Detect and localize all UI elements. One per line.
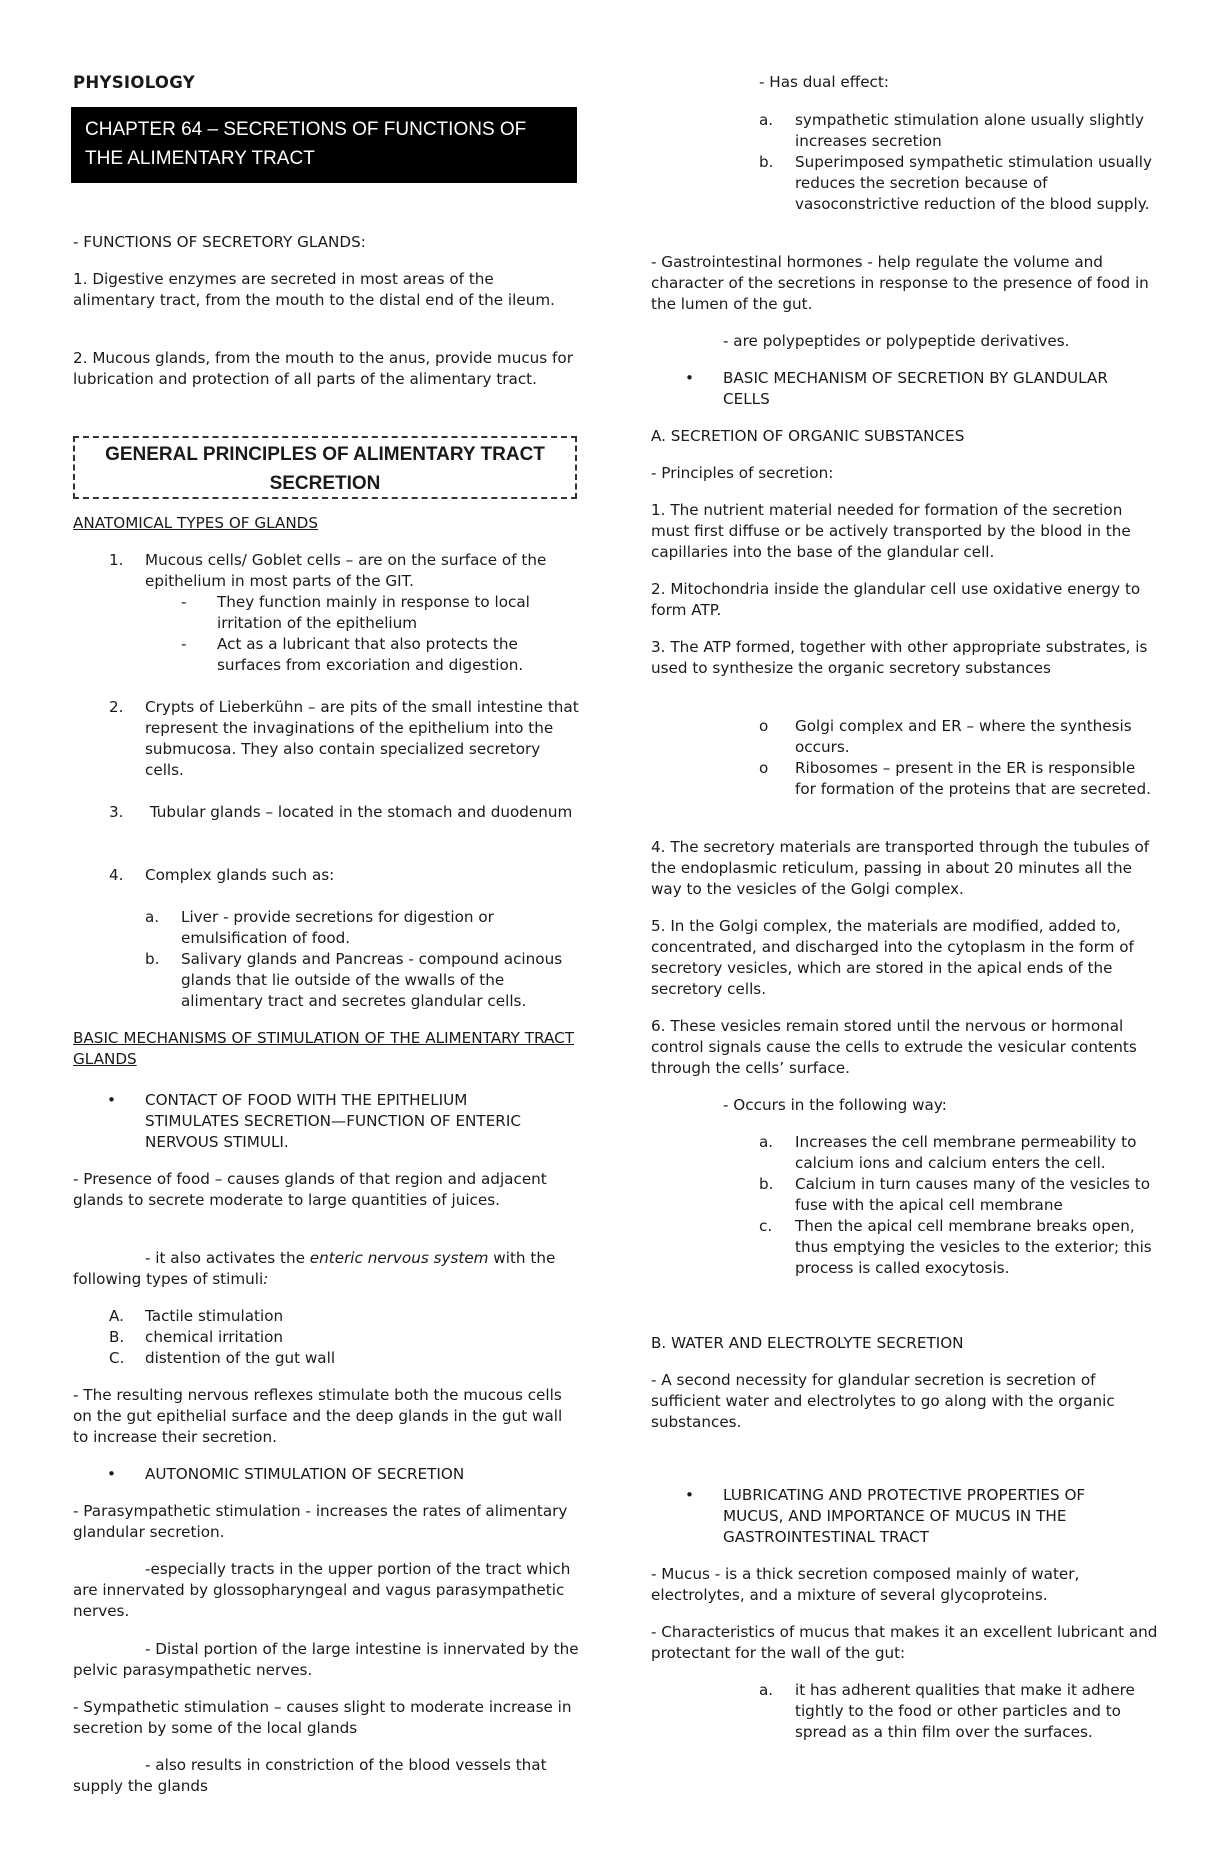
complex-sub-b <box>145 949 579 1012</box>
gland-number: 3. <box>109 803 124 821</box>
parasympathetic-1: - Parasympathetic stimulation - increases the rates of alimentary glandular secretion. <box>73 1502 568 1541</box>
stimulus-a <box>109 1306 579 1327</box>
bullet-marker: • <box>107 1091 116 1109</box>
circle-marker: o <box>759 759 769 777</box>
gland-number: 4. <box>109 866 124 884</box>
parasympathetic-2: -especially tracts in the upper portion of the tract which are innervated by glossopharyngeal and vagus parasympathetic nerves. <box>73 1560 571 1620</box>
goblet-sub-text: Act as a lubricant that also protects the surfaces from excoriation and digestion. <box>217 635 524 674</box>
stimulation-heading: BASIC MECHANISMS OF STIMULATION OF THE ALIMENTARY TRACT GLANDS <box>73 1029 574 1068</box>
anatomical-heading: ANATOMICAL TYPES OF GLANDS <box>73 514 319 532</box>
sub-marker: b. <box>759 1175 774 1193</box>
page-title: PHYSIOLOGY <box>73 73 195 92</box>
stimulus-c <box>109 1348 579 1369</box>
bullet-marker: • <box>685 369 694 387</box>
dual-item-a <box>759 110 1155 152</box>
gland-number: 1. <box>109 551 124 569</box>
organelle-2 <box>759 758 1155 800</box>
gland-text: Tubular glands – located in the stomach and duodenum <box>145 803 573 821</box>
occurs: - Occurs in the following way: <box>723 1096 947 1114</box>
bullet-contact <box>107 1090 543 1153</box>
step-5: 5. In the Golgi complex, the materials are modified, added to, concentrated, and discharged into the cytoplasm in the form of secretory vesicles, which are stored in the apical ends of the secretory cells. <box>651 917 1134 998</box>
step-1: 1. The nutrient material needed for formation of the secretion must first diffuse or be actively transported by the blood in the capillaries into the base of the glandular cell. <box>651 501 1131 561</box>
dual-item-b <box>759 152 1155 215</box>
sub-marker: a. <box>759 1133 774 1151</box>
stimulus-b <box>109 1327 579 1348</box>
bullet-text: LUBRICATING AND PROTECTIVE PROPERTIES OF MUCUS, AND IMPORTANCE OF MUCUS IN THE GASTROINTESTINAL TRACT <box>723 1486 1086 1546</box>
organelle-1 <box>759 716 1155 758</box>
bullet-autonomic <box>107 1464 543 1485</box>
organelle-text: Ribosomes – present in the ER is responsible for formation of the proteins that are secreted. <box>795 759 1151 798</box>
presence-of-food: - Presence of food – causes glands of that region and adjacent glands to secrete moderate to large quantities of juices. <box>73 1170 547 1209</box>
sub-text: Salivary glands and Pancreas - compound acinous glands that lie outside of the wwalls of the alimentary tract and secretes glandular cells. <box>181 950 563 1010</box>
functions-heading: - FUNCTIONS OF SECRETORY GLANDS: <box>73 233 366 251</box>
gland-item-2 <box>109 697 579 781</box>
stimulus-marker: C. <box>109 1349 125 1367</box>
dual-effect: - Has dual effect: <box>759 73 889 91</box>
sub-marker: b. <box>145 950 160 968</box>
principles: - Principles of secretion: <box>651 464 834 482</box>
bullet-marker: • <box>107 1465 116 1483</box>
water-heading: B. WATER AND ELECTROLYTE SECRETION <box>651 1334 964 1352</box>
occurs-item-b <box>759 1174 1169 1216</box>
sub-marker: c. <box>759 1217 773 1235</box>
chapter-title-box: CHAPTER 64 – SECRETIONS OF FUNCTIONS OF THE ALIMENTARY TRACT <box>71 107 577 183</box>
sub-text: it has adherent qualities that make it adhere tightly to the food or other particles and to spread as a thin film over the surfaces. <box>795 1681 1135 1741</box>
sub-text: Calcium in turn causes many of the vesicles to fuse with the apical cell membrane <box>795 1175 1151 1214</box>
enteric-paragraph: - it also activates the enteric nervous system with the following types of stimuli: <box>73 1249 556 1288</box>
mucus-characteristics: - Characteristics of mucus that makes it an excellent lubricant and protectant for the wall of the gut: <box>651 1623 1158 1662</box>
stimulus-text: chemical irritation <box>145 1328 284 1346</box>
sub-marker: a. <box>759 1681 774 1699</box>
sympathetic-2: - also results in constriction of the blood vessels that supply the glands <box>73 1756 547 1795</box>
sub-text: Increases the cell membrane permeability to calcium ions and calcium enters the cell. <box>795 1133 1137 1172</box>
bullet-text: BASIC MECHANISM OF SECRETION BY GLANDULAR CELLS <box>723 369 1108 408</box>
sub-marker: a. <box>145 908 160 926</box>
complex-sub-a <box>145 907 579 949</box>
circle-marker: o <box>759 717 769 735</box>
sub-text: Then the apical cell membrane breaks open, thus emptying the vesicles to the exterior; this process is called exocytosis. <box>795 1217 1152 1277</box>
sub-marker: b. <box>759 153 774 171</box>
bullet-mucus <box>685 1485 1129 1548</box>
step-4: 4. The secretory materials are transported through the tubules of the endoplasmic reticulum, passing in about 20 minutes all the way to the vesicles of the Golgi complex. <box>651 838 1150 898</box>
sympathetic-1: - Sympathetic stimulation – causes slight to moderate increase in secretion by some of the local glands <box>73 1698 572 1737</box>
occurs-item-a <box>759 1132 1169 1174</box>
gland-item-1 <box>109 550 579 592</box>
function-item-1: 1. Digestive enzymes are secreted in most areas of the alimentary tract, from the mouth to the distal end of the ileum. <box>73 270 555 309</box>
step-6: 6. These vesicles remain stored until the nervous or hormonal control signals cause the cells to extrude the vesicular contents through the cells’ surface. <box>651 1017 1137 1077</box>
gland-text: Mucous cells/ Goblet cells – are on the surface of the epithelium in most parts of the GIT. <box>145 551 547 590</box>
gland-number: 2. <box>109 698 124 716</box>
mucus-definition: - Mucus - is a thick secretion composed mainly of water, electrolytes, and a mixture of several glycoproteins. <box>651 1565 1080 1604</box>
polypeptides: - are polypeptides or polypeptide derivatives. <box>723 332 1070 350</box>
goblet-sub-1 <box>181 592 561 634</box>
gland-item-4 <box>109 865 579 886</box>
sub-text: Liver - provide secretions for digestion or emulsification of food. <box>181 908 494 947</box>
parasympathetic-3: - Distal portion of the large intestine is innervated by the pelvic parasympathetic nerves. <box>73 1640 579 1679</box>
sub-marker: a. <box>759 111 774 129</box>
organic-heading: A. SECRETION OF ORGANIC SUBSTANCES <box>651 427 965 445</box>
gland-text: Complex glands such as: <box>145 866 335 884</box>
gi-hormones: - Gastrointestinal hormones - help regulate the volume and character of the secretions in response to the presence of food in the lumen of the gut. <box>651 253 1149 313</box>
goblet-sub-2 <box>181 634 561 676</box>
step-2: 2. Mitochondria inside the glandular cell use oxidative energy to form ATP. <box>651 580 1141 619</box>
organelle-text: Golgi complex and ER – where the synthesis occurs. <box>795 717 1132 756</box>
sub-text: sympathetic stimulation alone usually slightly increases secretion <box>795 111 1144 150</box>
bullet-basic-mechanism <box>685 368 1129 410</box>
step-3: 3. The ATP formed, together with other appropriate substrates, is used to synthesize the organic secretory substances <box>651 638 1148 677</box>
stimulus-marker: A. <box>109 1307 124 1325</box>
section-title-box: GENERAL PRINCIPLES OF ALIMENTARY TRACT SECRETION <box>73 436 577 499</box>
reflexes-paragraph: - The resulting nervous reflexes stimulate both the mucous cells on the gut epithelial surface and the deep glands in the gut wall to increase their secretion. <box>73 1386 563 1446</box>
gland-item-3 <box>109 802 579 823</box>
dash-marker: - <box>181 635 187 653</box>
gland-text: Crypts of Lieberkühn – are pits of the small intestine that represent the invaginations of the epithelium into the submucosa. They also contain specialized secretory cells. <box>145 698 579 779</box>
goblet-sub-text: They function mainly in response to local irritation of the epithelium <box>217 593 530 632</box>
mucus-item-a <box>759 1680 1169 1743</box>
bullet-marker: • <box>685 1486 694 1504</box>
occurs-item-c <box>759 1216 1169 1279</box>
water-text: - A second necessity for glandular secretion is secretion of sufficient water and electrolytes to go along with the organic substances. <box>651 1371 1115 1431</box>
stimulus-text: distention of the gut wall <box>145 1349 336 1367</box>
function-item-2: 2. Mucous glands, from the mouth to the anus, provide mucus for lubrication and protection of all parts of the alimentary tract. <box>73 349 573 388</box>
stimulus-marker: B. <box>109 1328 125 1346</box>
sub-text: Superimposed sympathetic stimulation usually reduces the secretion because of vasoconstrictive reduction of the blood supply. <box>795 153 1152 213</box>
bullet-text: CONTACT OF FOOD WITH THE EPITHELIUM STIMULATES SECRETION—FUNCTION OF ENTERIC NERVOUS STIMULI. <box>145 1091 521 1151</box>
stimulus-text: Tactile stimulation <box>145 1307 284 1325</box>
dash-marker: - <box>181 593 187 611</box>
bullet-text: AUTONOMIC STIMULATION OF SECRETION <box>145 1465 465 1483</box>
